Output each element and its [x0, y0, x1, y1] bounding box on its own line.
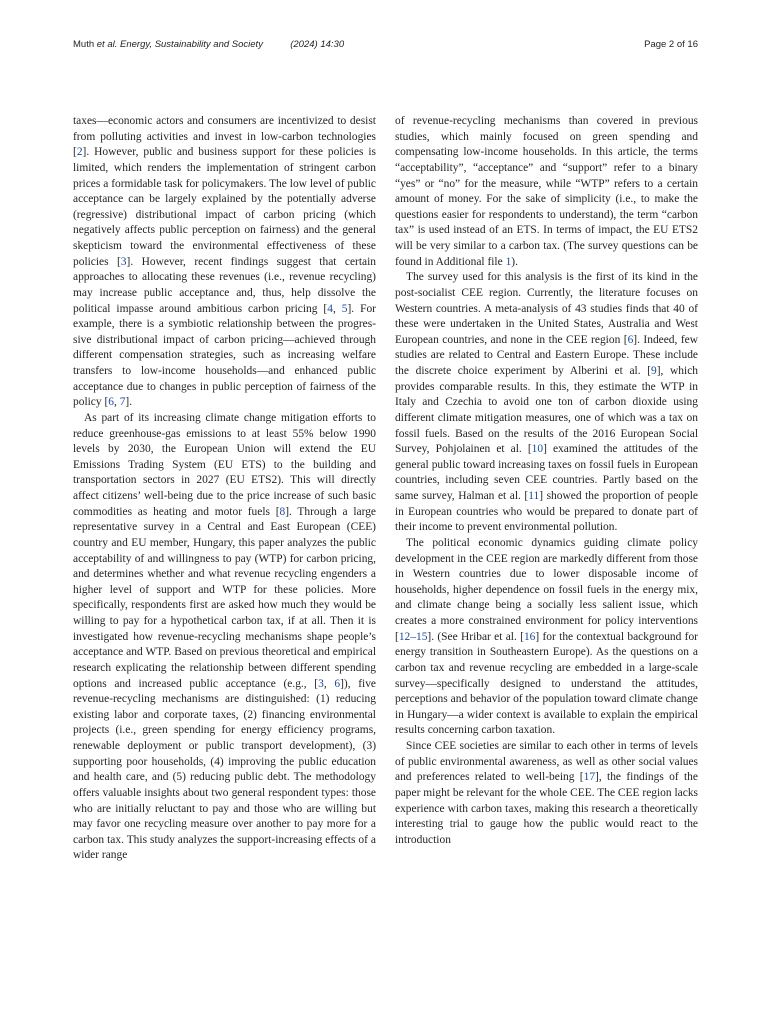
paragraph-text: of revenue-recycling mechanisms than covered in previous studies, which mainly focused on green spending and compensating low-income households. In this article, the terms “acceptability”, “acceptance” and “support” refer to a binary “yes” or “no” for the measure, while “WTP” refers to a certain amount of money. For the sake of simplicity (i.e., to make the questions easier for respondents to understand), the term “carbon tax” is used instead of an ETS. In terms of impact, the EU ETS2 will be very similar to a carbon tax. (The survey questions can be found in Additional file: [395, 115, 698, 268]
running-head: [73, 39, 698, 55]
paragraph-text: ] for the contextual background for energy transition in Southeastern Europe). As the questions on a carbon tax and revenue recycling are embedded in a large-scale survey—specifically designed to understand the attitudes, perceptions and behavior of the population toward climate change in Hungary—a wider context is available to explain the empirical results concerning carbon taxation.: [395, 630, 698, 737]
paragraph-text: ]. For example, there is a symbiotic relationship between the progressive distributional impact of carbon pricing—achieved through different compensation strategies, such as increasing welfare transfers to low-income households—and enhanced public acceptance due to changes in public perception of fairness of the policy [: [73, 302, 376, 409]
citation-link[interactable]: 2: [76, 146, 83, 159]
body-paragraph: [73, 114, 376, 411]
paragraph-text: ]. Indeed, few studies are related to Central and Eastern Europe. These include the discrete choice experiment by Alberini et al. [: [395, 333, 698, 377]
citation-link[interactable]: 3: [318, 677, 324, 690]
paragraph-text: As part of its increasing climate change mitigation efforts to reduce greenhouse-gas emissions to at least 55% below 1990 levels by 2030, the European Union will extend the EU Emissions Trading System (EU ETS) to the building and transportation sectors in 2027 (EU ETS2). This will directly affect citizens’ well-being due to the price increase of such basic commodities as heating and motor fuels [: [73, 411, 376, 518]
paragraph-text: The survey used for this analysis is the first of its kind in the post-socialist CEE region. Currently, the literature focuses on Western countries. A meta-analysis of 43 studies finds that 40 of these were undertaken in the United States, Australia and West European countries, and none in the CEE region [: [395, 271, 698, 346]
paragraph-text: ).: [511, 255, 518, 268]
paragraph-text: ]. Through a large representative survey in a Central and East European (CEE) country and EU member, Hungary, this paper analyzes the public acceptability of and willingness to pay (WTP) for carbon pricing, and determines whether and what revenue recycling engenders a higher level of support and WTP for these policies. More specifically, respondents first are asked how much they would be willing to pay for a hypothetical carbon tax, if at all. Then it is investigated how revenue-recycling mechanisms shape people’s acceptance and WTP. Based on previous theoretical and empirical research explicating the relationship between different spending options and increased public acceptance (e.g., [: [73, 505, 376, 690]
paragraph-text: ]), five revenue-recycling mechanisms are distinguished: (1) reducing existing labor and corporate taxes, (2) financing environmental projects (i.e., green spending for energy efficiency programs, renewable deployment or public transport development), (3) supporting poor households, (4) improving the public education and health care, and (5) reducing public debt. The methodology offers valuable insights about two general respondent types: those who are initially reluctant to pay and those who are willing but may favor one recycling measure over another to pay more for a carbon tax. This study analyzes the support-increasing effects of a wider range: [73, 677, 377, 862]
body-paragraph: [395, 114, 698, 270]
paragraph-text: ].: [125, 396, 133, 409]
body-paragraph: [73, 411, 376, 864]
paragraph-text: ] showed the proportion of people in European countries who would be prepared to donate part of their income to prevent environmental pollution.: [395, 490, 698, 534]
citation-link[interactable]: 6: [627, 333, 634, 346]
citation-link[interactable]: 11: [528, 490, 540, 502]
citation-link[interactable]: 12–15: [398, 630, 428, 643]
header-authors: Muth: [73, 39, 95, 50]
header-volume: (2024) 14:30: [290, 39, 345, 50]
paragraph-text: ,: [113, 396, 120, 409]
citation-link[interactable]: 6: [108, 396, 114, 409]
citation-link[interactable]: 9: [651, 365, 657, 377]
left-column: [73, 114, 376, 864]
citation-link[interactable]: 5: [341, 302, 348, 315]
header-etal: et al.: [96, 39, 118, 50]
paragraph-text: The political economic dynamics guiding climate policy development in the CEE region are markedly different from those in Western countries due to lower disposable income of households, higher dependence on fossil fuels in the energy mix, and climate change being a socially less salient issue, which creates a more constrained environment for policy interventions [: [395, 536, 698, 643]
paragraph-text: Since CEE societies are similar to each other in terms of levels of public environmental awareness, as well as other social values and preferences related to well-being [: [395, 740, 698, 784]
citation-link[interactable]: 4: [327, 302, 333, 315]
body-paragraph: [395, 270, 698, 536]
paragraph-text: taxes—economic actors and consumers are incentivized to desist from polluting activities and invest in low-carbon technologies [: [73, 115, 376, 159]
citation-link[interactable]: 10: [531, 443, 544, 456]
header-journal: Energy, Sustainability and Society: [120, 39, 263, 50]
citation-link[interactable]: 17: [583, 771, 596, 784]
paragraph-text: ,: [332, 302, 342, 315]
paragraph-text: ], which provides comparable results. In this, they estimate the WTP in Italy and Czechia to avoid one ton of carbon dioxide using different climate mitigation measures, one of which was a tax on fossil fuels. Based on the results of the 2016 European Social Survey, Pohjolainen et al. [: [395, 365, 698, 456]
page-number: Page 2 of 16: [644, 39, 698, 50]
right-column: [395, 114, 698, 848]
citation-link[interactable]: 7: [119, 396, 126, 409]
body-paragraph: [395, 536, 698, 739]
paragraph-text: ] examined the attitudes of the general public toward increasing taxes on fossil fuels in European countries, including seven CEE countries. Partly based on the same survey, Halman et al. [: [395, 443, 698, 502]
citation-link[interactable]: 8: [279, 505, 286, 518]
citation-link[interactable]: 6: [334, 677, 341, 690]
paragraph-text: ]. (See Hribar et al. [: [427, 630, 524, 643]
paragraph-text: ]. However, recent findings suggest that certain approaches to allocating these revenues (i.e., revenue recycling) may increase public acceptance and, thus, help dissolve the political impasse around ambitious carbon pricing [: [73, 255, 376, 315]
citation-link[interactable]: 1: [505, 255, 512, 268]
paragraph-text: ,: [323, 677, 335, 690]
running-head-citation: [73, 39, 344, 50]
citation-link[interactable]: 16: [523, 630, 536, 643]
citation-link[interactable]: 3: [120, 255, 127, 268]
body-paragraph: [395, 739, 698, 848]
paragraph-text: ]. However, public and business support for these policies is limited, which renders the implementation of stringent carbon prices a formidable task for policymakers. The low level of public acceptance can be largely explained by the potentially adverse (regressive) distributional impact of carbon pricing (which negatively affects public perception on fairness) and the general skepticism toward the environmental effectiveness of these policies [: [73, 146, 376, 268]
paragraph-text: ], the findings of the paper might be relevant for the whole CEE. The CEE region lacks experience with carbon taxes, making this research a theoretically interesting trial to gauge how the public would react to the introduction: [395, 771, 698, 846]
